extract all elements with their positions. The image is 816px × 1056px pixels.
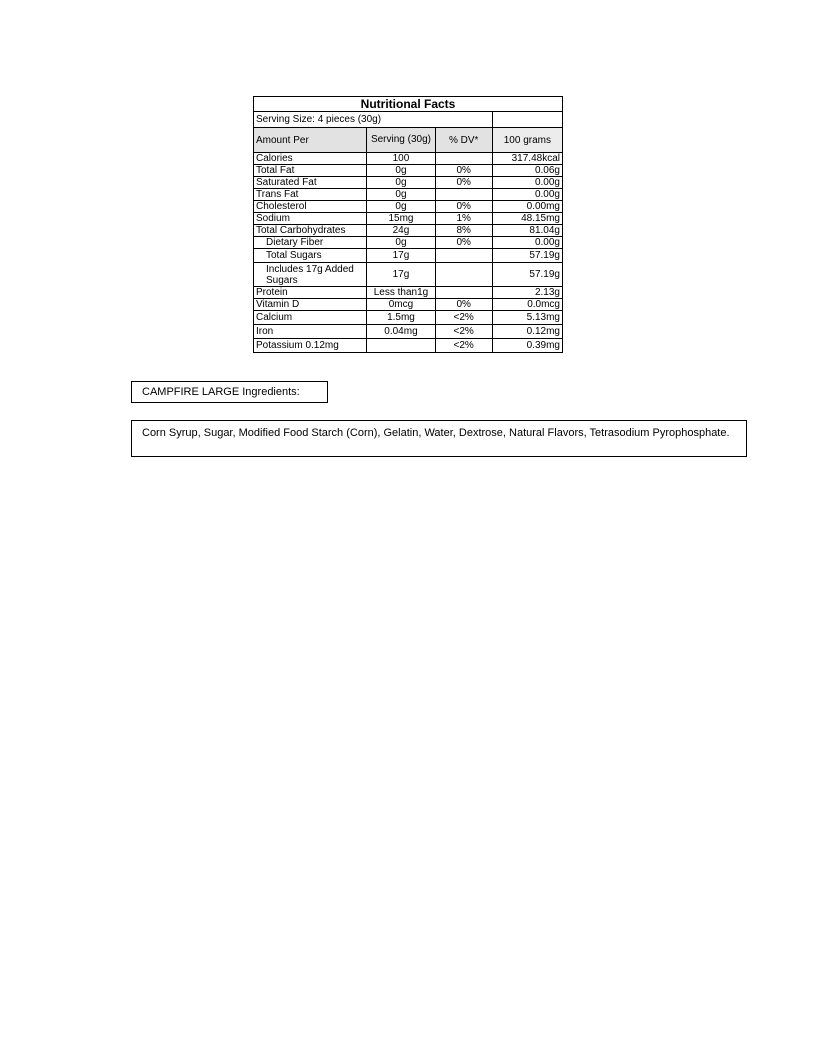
nutrient-per100: 0.00mg [492,201,562,213]
header-dv: % DV* [435,128,492,153]
nutrient-name: Iron [254,325,367,339]
nutrient-name: Trans Fat [254,189,367,201]
header-amount-per: Amount Per [254,128,367,153]
nutrient-dv [435,287,492,299]
nutrient-dv: 0% [435,237,492,249]
nutrient-name: Protein [254,287,367,299]
nutrient-per100: 0.00g [492,189,562,201]
serving-size-empty-cell [492,112,562,128]
nutrient-serving: 24g [367,225,435,237]
nutrient-per100: 0.39mg [492,339,562,353]
header-serving: Serving (30g) [367,128,435,153]
nutrient-serving: 100 [367,153,435,165]
nutrient-per100: 57.19g [492,249,562,263]
nutrient-dv [435,189,492,201]
nutrient-per100: 2.13g [492,287,562,299]
nutrition-title: Nutritional Facts [254,97,563,112]
nutrient-serving: 0.04mg [367,325,435,339]
nutrient-per100: 57.19g [492,263,562,287]
nutrient-dv: 0% [435,201,492,213]
nutrient-per100: 0.12mg [492,325,562,339]
nutrient-serving: 15mg [367,213,435,225]
nutrient-serving: 0g [367,177,435,189]
nutrient-per100: 0.06g [492,165,562,177]
nutrient-name: Vitamin D [254,299,367,311]
nutrient-name: Total Sugars [254,249,367,263]
nutrient-name: Total Carbohydrates [254,225,367,237]
nutrient-name: Includes 17g Added Sugars [254,263,367,287]
ingredients-text: Corn Syrup, Sugar, Modified Food Starch (Corn), Gelatin, Water, Dextrose, Natural Flavors, Tetrasodium Pyrophosphate. [131,420,747,457]
nutrient-dv [435,263,492,287]
nutrient-name: Saturated Fat [254,177,367,189]
nutrient-dv: 8% [435,225,492,237]
nutrient-dv: 0% [435,165,492,177]
nutrient-serving: 0g [367,189,435,201]
nutrient-dv: <2% [435,325,492,339]
ingredients-title: CAMPFIRE LARGE Ingredients: [131,381,328,403]
nutrient-dv: 0% [435,299,492,311]
nutrient-name: Total Fat [254,165,367,177]
nutrition-facts-table [253,96,563,353]
nutrient-serving: 0mcg [367,299,435,311]
nutrient-serving [367,339,435,353]
header-100g: 100 grams [492,128,562,153]
nutrient-per100: 0.0mcg [492,299,562,311]
nutrient-name: Potassium 0.12mg [254,339,367,353]
nutrient-serving: 0g [367,201,435,213]
nutrient-per100: 0.00g [492,177,562,189]
nutrient-dv [435,249,492,263]
nutrient-dv: <2% [435,311,492,325]
nutrient-name: Dietary Fiber [254,237,367,249]
nutrient-serving: Less than1g [367,287,435,299]
nutrient-per100: 0.00g [492,237,562,249]
nutrient-name: Calories [254,153,367,165]
nutrient-per100: 5.13mg [492,311,562,325]
nutrient-serving: 0g [367,237,435,249]
nutrient-dv: 0% [435,177,492,189]
nutrient-dv: 1% [435,213,492,225]
nutrient-name: Sodium [254,213,367,225]
nutrient-serving: 17g [367,263,435,287]
nutrient-serving: 0g [367,165,435,177]
nutrient-serving: 1.5mg [367,311,435,325]
nutrient-per100: 48.15mg [492,213,562,225]
serving-size: Serving Size: 4 pieces (30g) [254,112,493,128]
nutrient-per100: 81.04g [492,225,562,237]
nutrient-serving: 17g [367,249,435,263]
nutrient-per100: 317.48kcal [492,153,562,165]
nutrient-name: Cholesterol [254,201,367,213]
nutrient-name: Calcium [254,311,367,325]
nutrient-dv: <2% [435,339,492,353]
nutrient-dv [435,153,492,165]
